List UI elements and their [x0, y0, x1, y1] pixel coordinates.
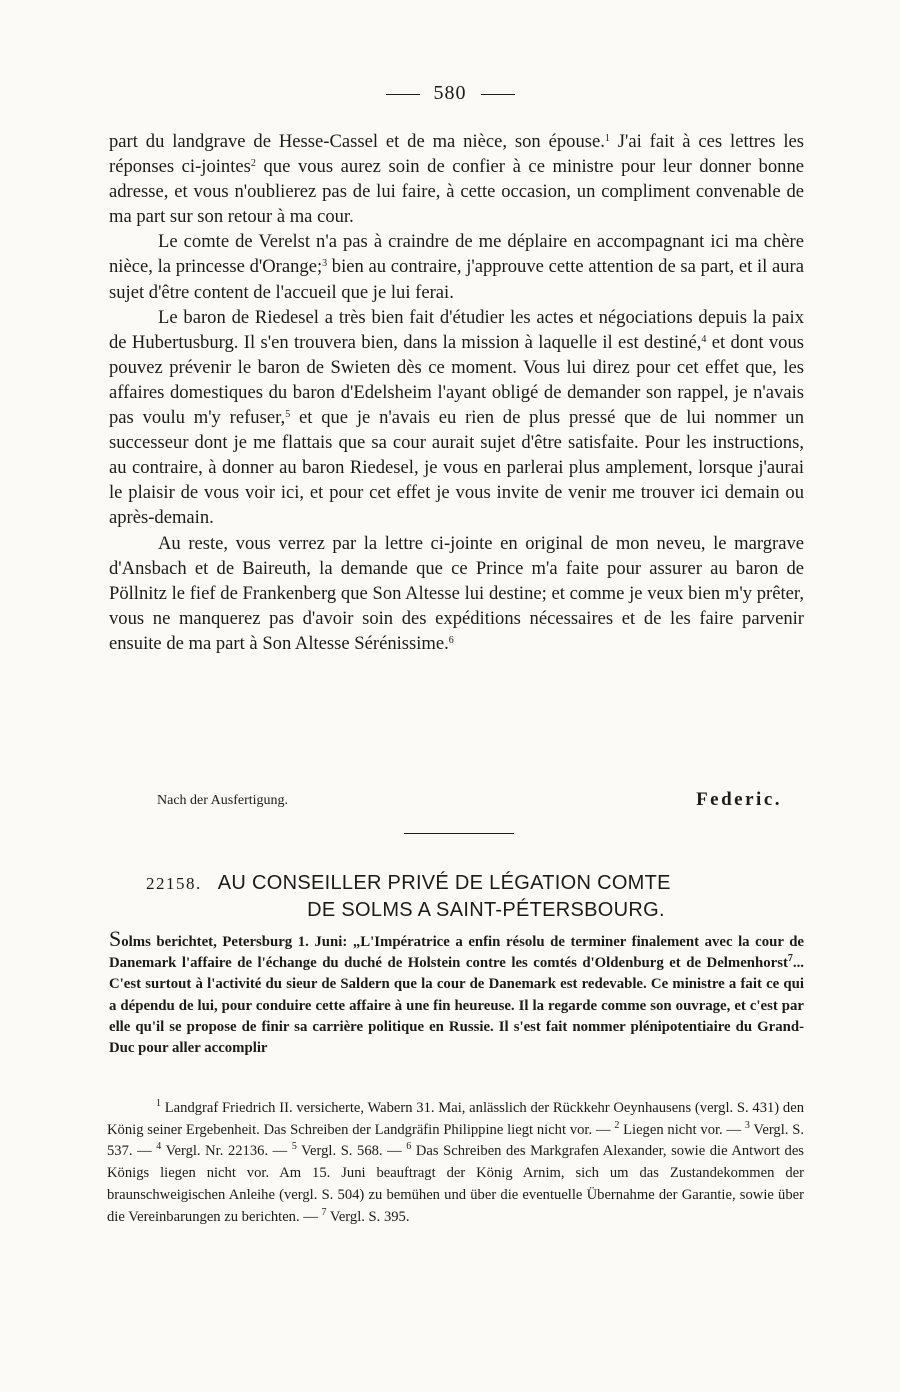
document-summary [109, 928, 804, 1059]
page-number-dash-left [386, 94, 420, 95]
footnote-text: $^1$ Landgraf Friedrich II. versicherte, Wabern 31. Mai, anlässlich der Rückkehr Oeynhausens (vergl. S. 431) den König seiner Ergebenheit. Das Schreiben der Landgräfin Philippine liegt nicht vor. — $^2$ Liegen nicht vor. — $^3$ Vergl. S. 537. — $^4$ Vergl. Nr. 22136. — $^5$ Vergl. S. 568. — $^6$ Das Schreiben des Markgrafen Alexander, sowie die Antwort des Königs liegen nicht vor. Am 15. Juni beauftragt der König Arnim, sich um das Zustandekommen der braunschweigischen Anleihe (vergl. S. 504) zu bemühen und über die eventuelle Übernahme der Garantie, sowie über die Vereinbarungen zu berichten. — $^7$ Vergl. S. 395. [107, 1098, 804, 1225]
page-number-text: 580 [433, 82, 467, 104]
footnote-ref: 5 [285, 409, 291, 421]
paragraph: Le baron de Riedesel a très bien fait d'étudier les actes et négociations depuis la paix de Hubertusburg. Il s'en trouvera bien, dans la mission à laquelle il est destiné,$^4$ et dont vous pouvez prévenir le baron de Swieten dès ce moment. Vous lui direz pour cet effet que, les affaires domestiques du baron d'Edelsheim l'ayant obligé de demander son rappel, je n'avais pas voulu m'y refuser,$^5$ et que je n'avais eu rien de plus pressé que de lui nommer un successeur dont je me flattais que sa cour aurait sujet d'être satisfaite. Pour les instructions, au contraire, à donner au baron Riedesel, je vous en parlerai plus amplement, lorsque j'aurai le plaisir de vous voir ici, et pour cet effet je vous invite de venir me trouver ici demain ou après-demain. [109, 306, 805, 529]
letter-body [109, 129, 804, 656]
signature: Federic. [696, 789, 782, 810]
paragraph: Au reste, vous verrez par la lettre ci-jointe en original de mon neveu, le margrave d'Ansbach et de Baireuth, la demande que ce Prince m'a faite pour assurer au baron de Pöllnitz le fief de Frankenberg que Son Altesse lui destine; et comme je veux bien m'y prêter, vous ne manquerez pas d'avoir soin des expéditions nécessaires et de les faire parvenir ensuite de ma part à Son Altesse Sérénissime.$^6$ [109, 532, 804, 654]
footnote-ref: 4 [701, 333, 707, 345]
footnote-ref: 2 [250, 158, 256, 170]
footnote-ref: 3 [322, 258, 328, 270]
letter-closing [157, 789, 782, 819]
document-number: 22158. [146, 874, 202, 893]
footnote-ref: 7 [321, 1206, 327, 1218]
heading-line-2: DE SOLMS A SAINT-PÉTERSBOURG. [307, 899, 665, 921]
page-number [0, 82, 900, 105]
footnote-ref: 1 [156, 1098, 161, 1109]
footnote-ref: 3 [744, 1119, 750, 1131]
footnote-ref: 2 [614, 1119, 620, 1131]
footnote-ref: 6 [406, 1141, 412, 1153]
page-number-dash-right [481, 94, 515, 95]
summary-text: olms berichtet, Petersburg 1. Juni: „L'Impératrice a enfin résolu de terminer finalement avec la cour de Danemark l'affaire de l'échange du duché de Holstein contre les comtés d'Oldenburg et de Delmenhorst [109, 934, 804, 972]
footnotes [107, 1098, 804, 1228]
source-note: Nach der Ausfertigung. [157, 793, 289, 808]
paragraph: Le comte de Verelst n'a pas à craindre de me déplaire en accompagnant ici ma chère nièce, la princesse d'Orange;$^3$ bien au contraire, j'approuve cette attention de sa part, et il aura sujet d'être content de l'accueil que je lui ferai. [109, 231, 804, 303]
summary-initial: S [109, 926, 122, 951]
footnote-ref: 1 [604, 133, 610, 144]
document-heading [146, 870, 776, 923]
paragraph: part du landgrave de Hesse-Cassel et de ma nièce, son épouse.$^1$ J'ai fait à ces lettres les réponses ci-jointes$^2$ que vous aurez soin de confier à ce ministre pour leur donner bonne adresse, et vous n'oublierez pas de lui faire, à cette occasion, un compliment convenable de ma part sur son retour à ma cour. [109, 131, 804, 228]
heading-line-1: AU CONSEILLER PRIVÉ DE LÉGATION COMTE [217, 872, 671, 894]
summary-text-continued: ... C'est surtout à l'activité du sieur de Saldern que la cour de Danemark est redevable. Ce ministre a fait ce qui a dépendu de lui, pour conduire cette affaire à une fin heureuse. Il la regarde comme son ouvrage, et c'est par elle qu'il se propose de finir sa carrière politique en Russie. Il s'est fait nommer plénipotentiaire du Grand-Duc pour aller accomplir [109, 955, 804, 1057]
footnote-ref: 7 [787, 953, 793, 965]
footnote-ref: 6 [448, 634, 454, 646]
section-separator [404, 833, 514, 834]
footnote-ref: 4 [156, 1141, 162, 1153]
footnote-ref: 5 [291, 1141, 297, 1153]
